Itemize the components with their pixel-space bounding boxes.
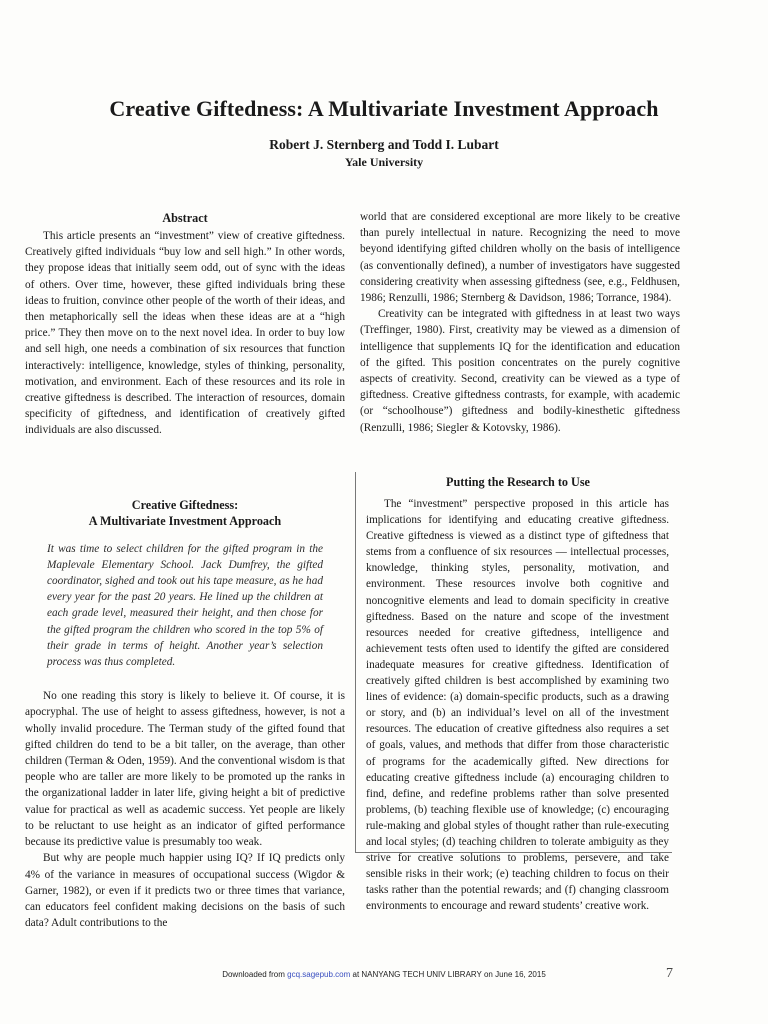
right-paragraph: Creativity can be integrated with giftedness in at least two ways (Treffinger, 1980). First, creativity may be viewed as a dimension of intelligence that supplements IQ for the identification and education of the gifted. This position concentrates on the purely cognitive aspects of creativity. Second, creativity can be viewed as a type of giftedness. Creative giftedness contrasts, for example, with academic (or “schoolhouse”) giftedness and bodily-kinesthetic giftedness (Renzulli, 1986; Siegler & Kotovsky, 1986). — [360, 308, 680, 434]
abstract-heading: Abstract — [162, 211, 208, 225]
article-title: Creative Giftedness: A Multivariate Investment Approach — [109, 96, 659, 121]
section-heading-line1: Creative Giftedness: — [131, 497, 239, 512]
download-footer — [0, 970, 768, 979]
article-authors: Robert J. Sternberg and Todd I. Lubart — [269, 137, 499, 152]
section-heading — [25, 497, 345, 529]
right-column — [360, 209, 680, 436]
opening-vignette: It was time to select children for the gifted program in the Maplevale Elementary School. Jack Dumfrey, the gifted coordinator, sighed and took out his tape measure, as he had every year for the past 20 years. He lined up the children at each grade level, measured their height, and then chose for the gifted program the children who scored in the top 5% of their grade in terms of height. Another year’s selection process was thus completed. — [47, 542, 323, 669]
left-column — [25, 210, 345, 931]
body-paragraph-1: No one reading this story is likely to believe it. Of course, it is apocryphal. The use of height to assess giftedness, however, is not a wholly invalid procedure. The Terman study of the gifted found that gifted children do tend to be a bit taller, on the average, than other children (Terman & Oden, 1959). And the conventional wisdom is that people who are taller are more likely to be promoted up the ranks in the organizational ladder in later life, giving height a bit of predictive value for practical as well as academic success. Yet people are likely to be reluctant to use height as an indicator of gifted performance because its predictive value is presumably too weak. — [25, 690, 345, 849]
box-heading: Putting the Research to Use — [446, 475, 590, 489]
continued-paragraph: world that are considered exceptional are more likely to be creative than purely intellectual in nature. Recognizing the need to move beyond identifying gifted children wholly on the basis of intelligence (as conventionally defined), a number of investigators have suggested considering creativity when assessing giftedness (see, e.g., Feldhusen, 1986; Renzulli, 1986; Sternberg & Davidson, 1986; Torrance, 1984). — [360, 211, 680, 305]
footer-suffix: at NANYANG TECH UNIV LIBRARY on June 16, 2015 — [350, 970, 546, 979]
abstract-text: This article presents an “investment” view of creative giftedness. Creatively gifted individuals “buy low and sell high.” In other words, they propose ideas that initially seem odd, out of sync with the ideas of others. Over time, however, these gifted individuals bring these ideas to fruition, convince other people of the worth of their ideas, and then metaphorically sell the ideas when these ideas are at a “high price.” They then move on to the next novel idea. In order to buy low and sell high, one needs a combination of six resources that function interactively: intelligence, knowledge, styles of thinking, personality, motivation, and environment. Each of these resources and its role in creative giftedness is described. The interaction of resources, domain specificity of giftedness, and identification of creatively gifted individuals are also discussed. — [25, 230, 345, 437]
section-heading-line2: A Multivariate Investment Approach — [88, 513, 282, 528]
body-paragraph-2: But why are people much happier using IQ? If IQ predicts only 4% of the variance in measures of occupational success (Wigdor & Garner, 1982), or even if it predicts two or three times that variance, can educators feel confident making decisions on the basis of such data? Adult contributions to the — [25, 852, 345, 930]
page-number: 7 — [666, 966, 673, 981]
author-affiliation: Yale University — [344, 155, 424, 169]
box-text: The “investment” perspective proposed in this article has implications for identifying and educating creative giftedness. Creative giftedness is viewed as a distinct type of giftedness that stems from a confluence of six resources — intellectual processes, knowledge, thinking styles, personality, motivation, and environment. These resources involve both cognitive and noncognitive elements and lead to domain specificity in creative giftedness. Based on the nature and scope of the investment resources needed for creative giftedness, intelligence and achievement tests often used to identify the gifted are considered inadequate measures for creative giftedness. Identification of creatively gifted children is best accomplished by examining two lines of evidence: (a) domain-specific products, such as a drawing or story, and (b) an individual’s level on all of the investment resources. The education of creative giftedness also requires a set of goals, values, and methods that differ from those characteristic of programs for the academically gifted. New directions for educating creative giftedness include (a) encouraging children to find, define, and redefine problems rather than solve presented problems, (b) teaching flexible use of knowledge; (c) encouraging rule-making and global styles of thought rather than rule-executing and local styles; (d) teaching children to tolerate ambiguity as they strive for creative solutions to problems, persevere, and take sensible risks in their work; (e) teaching children to focus on their tasks rather than the potential rewards; and (f) changing classroom environments to encourage and reward students’ creative work. — [366, 498, 669, 913]
research-to-use-box — [355, 472, 672, 913]
footer-prefix: Downloaded from — [222, 970, 288, 979]
footer-link[interactable]: gcq.sagepub.com — [287, 970, 351, 979]
